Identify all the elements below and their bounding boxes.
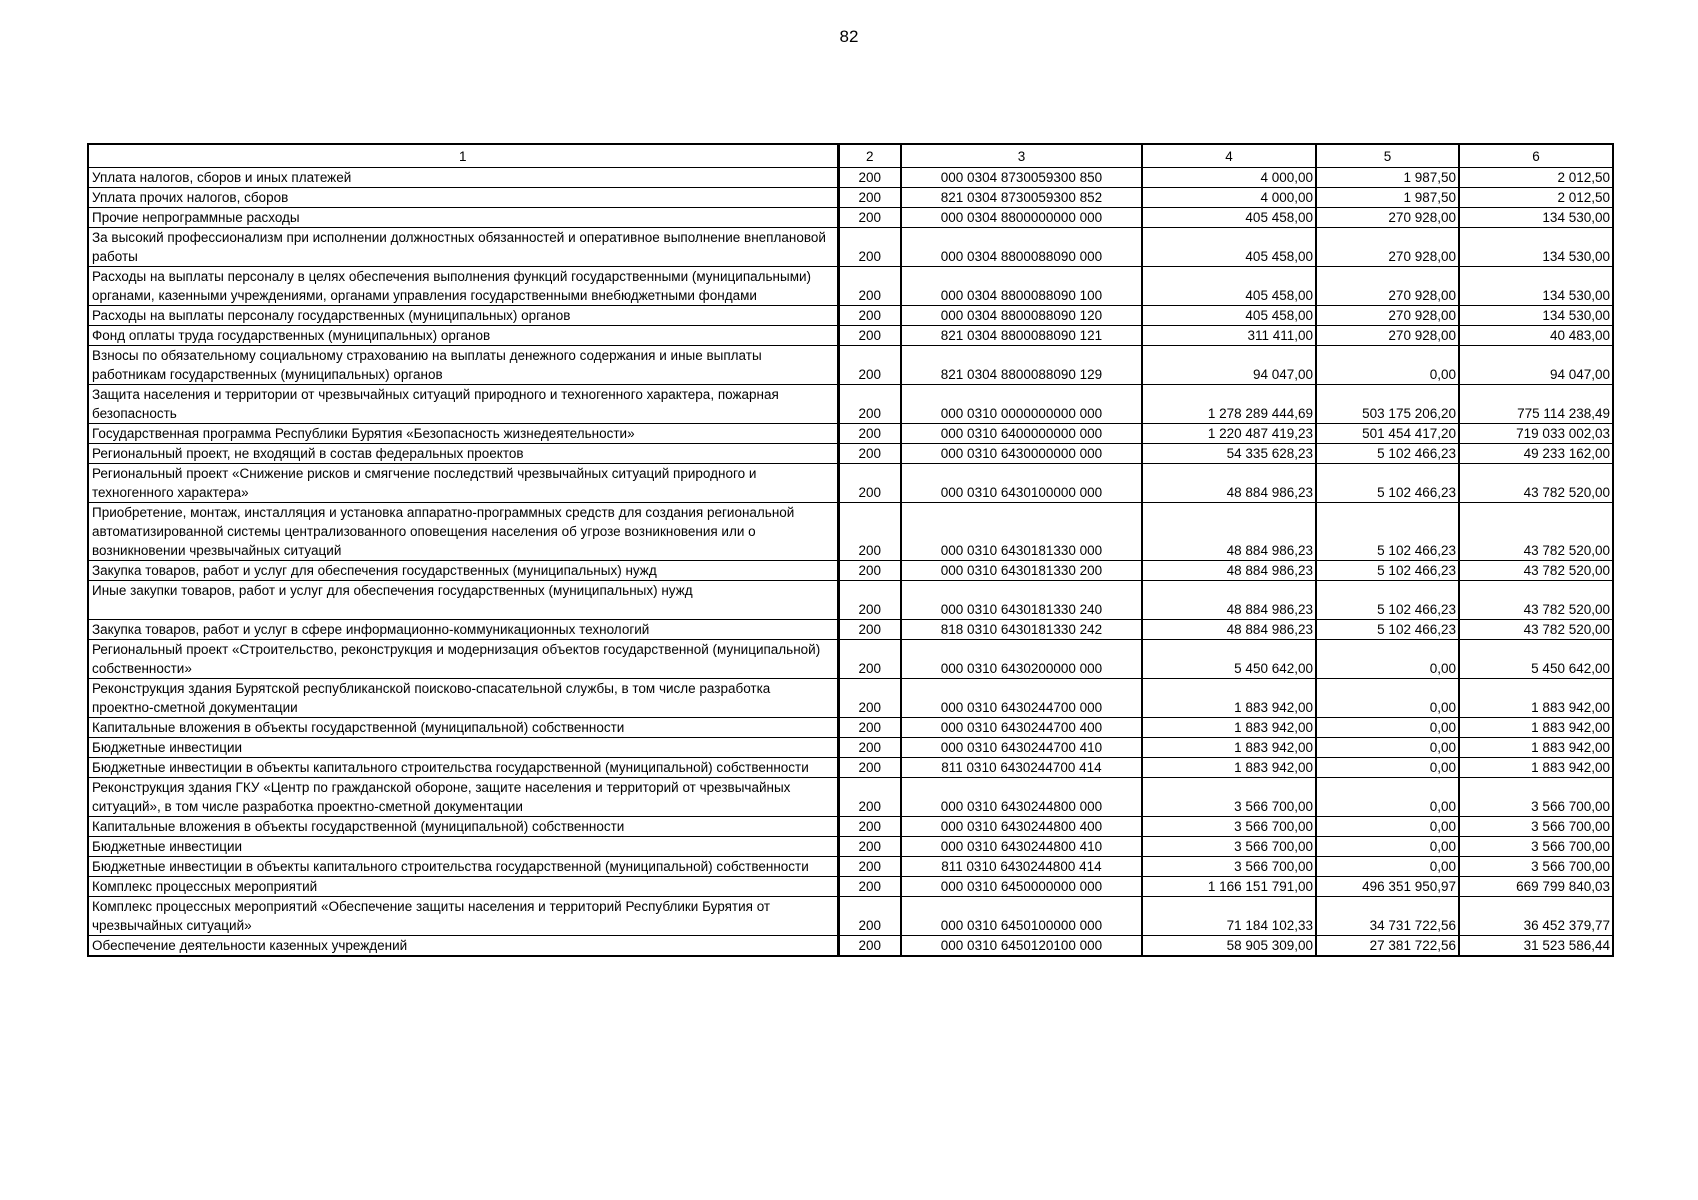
row-value-4-cell: 1 166 151 791,00 — [1142, 877, 1316, 897]
row-value-6-cell: 3 566 700,00 — [1459, 837, 1613, 857]
row-code-cell: 821 0304 8800088090 121 — [901, 326, 1142, 346]
table-row — [88, 640, 1613, 679]
row-value-5-cell: 5 102 466,23 — [1316, 503, 1459, 561]
row-value-4-cell: 405 458,00 — [1142, 267, 1316, 306]
row-value-4-cell: 58 905 309,00 — [1142, 936, 1316, 957]
row-code-cell: 000 0310 6430244700 400 — [901, 718, 1142, 738]
row-code-cell: 000 0310 6430244800 400 — [901, 817, 1142, 837]
row-year-cell: 200 — [838, 620, 901, 640]
row-code-cell: 000 0310 6430181330 240 — [901, 581, 1142, 620]
row-name-cell: Региональный проект, не входящий в состав федеральных проектов — [88, 444, 838, 464]
row-value-5-cell: 270 928,00 — [1316, 208, 1459, 228]
row-value-4-cell: 5 450 642,00 — [1142, 640, 1316, 679]
row-year-cell: 200 — [838, 738, 901, 758]
row-value-4-cell: 1 883 942,00 — [1142, 758, 1316, 778]
row-name-cell: За высокий профессионализм при исполнении должностных обязанностей и оперативное выполнение внеплановой работы — [88, 228, 838, 267]
row-name-cell: Обеспечение деятельности казенных учреждений — [88, 936, 838, 957]
row-name-cell: Закупка товаров, работ и услуг в сфере информационно-коммуникационных технологий — [88, 620, 838, 640]
table-row — [88, 837, 1613, 857]
row-year-cell: 200 — [838, 464, 901, 503]
row-name-cell: Капитальные вложения в объекты государственной (муниципальной) собственности — [88, 817, 838, 837]
row-code-cell: 000 0310 6430181330 200 — [901, 561, 1142, 581]
table-row — [88, 228, 1613, 267]
row-value-5-cell: 0,00 — [1316, 758, 1459, 778]
row-value-6-cell: 5 450 642,00 — [1459, 640, 1613, 679]
table-row — [88, 581, 1613, 620]
table-row — [88, 267, 1613, 306]
row-value-6-cell: 1 883 942,00 — [1459, 718, 1613, 738]
row-code-cell: 000 0310 6430244800 410 — [901, 837, 1142, 857]
row-name-cell: Иные закупки товаров, работ и услуг для обеспечения государственных (муниципальных) нужд — [88, 581, 838, 620]
column-header-5: 5 — [1316, 144, 1459, 168]
row-value-6-cell: 775 114 238,49 — [1459, 385, 1613, 424]
row-name-cell: Приобретение, монтаж, инсталляция и установка аппаратно-программных средств для создания региональной автоматизированной системы централизованного оповещения населения об угрозе возникновения или о возникновении чрезвычайных ситуаций — [88, 503, 838, 561]
row-code-cell: 000 0310 6400000000 000 — [901, 424, 1142, 444]
row-code-cell: 000 0310 6430244800 000 — [901, 778, 1142, 817]
table-row — [88, 718, 1613, 738]
row-value-4-cell: 405 458,00 — [1142, 208, 1316, 228]
row-value-6-cell: 1 883 942,00 — [1459, 758, 1613, 778]
row-value-6-cell: 43 782 520,00 — [1459, 620, 1613, 640]
column-header-name: 1 — [88, 144, 838, 168]
row-year-cell: 200 — [838, 424, 901, 444]
row-value-4-cell: 1 883 942,00 — [1142, 679, 1316, 718]
row-value-5-cell: 0,00 — [1316, 817, 1459, 837]
row-value-5-cell: 503 175 206,20 — [1316, 385, 1459, 424]
row-value-6-cell: 134 530,00 — [1459, 208, 1613, 228]
row-code-cell: 821 0304 8800088090 129 — [901, 346, 1142, 385]
row-year-cell: 200 — [838, 385, 901, 424]
row-value-6-cell: 43 782 520,00 — [1459, 561, 1613, 581]
row-name-cell: Расходы на выплаты персоналу государственных (муниципальных) органов — [88, 306, 838, 326]
table-row — [88, 306, 1613, 326]
row-year-cell: 200 — [838, 897, 901, 936]
table-row — [88, 464, 1613, 503]
row-year-cell: 200 — [838, 857, 901, 877]
table-row — [88, 778, 1613, 817]
table-row — [88, 817, 1613, 837]
row-year-cell: 200 — [838, 936, 901, 957]
row-value-6-cell: 669 799 840,03 — [1459, 877, 1613, 897]
row-year-cell: 200 — [838, 581, 901, 620]
row-value-4-cell: 405 458,00 — [1142, 306, 1316, 326]
row-code-cell: 000 0304 8800088090 120 — [901, 306, 1142, 326]
row-year-cell: 200 — [838, 778, 901, 817]
row-name-cell: Бюджетные инвестиции в объекты капитального строительства государственной (муниципальной) собственности — [88, 758, 838, 778]
row-value-6-cell: 43 782 520,00 — [1459, 503, 1613, 561]
row-value-5-cell: 5 102 466,23 — [1316, 444, 1459, 464]
row-year-cell: 200 — [838, 208, 901, 228]
row-value-6-cell: 43 782 520,00 — [1459, 581, 1613, 620]
row-value-4-cell: 48 884 986,23 — [1142, 464, 1316, 503]
row-year-cell: 200 — [838, 640, 901, 679]
table-row — [88, 503, 1613, 561]
row-code-cell: 000 0304 8800088090 100 — [901, 267, 1142, 306]
row-value-5-cell: 0,00 — [1316, 837, 1459, 857]
row-value-4-cell: 94 047,00 — [1142, 346, 1316, 385]
table-row — [88, 424, 1613, 444]
table-row — [88, 385, 1613, 424]
row-code-cell: 000 0310 6450100000 000 — [901, 897, 1142, 936]
table-row — [88, 877, 1613, 897]
row-name-cell: Реконструкция здания ГКУ «Центр по гражданской обороне, защите населения и территорий от чрезвычайных ситуаций», в том числе разработка проектно-сметной документации — [88, 778, 838, 817]
row-code-cell: 000 0310 6430181330 000 — [901, 503, 1142, 561]
row-code-cell: 000 0310 6430100000 000 — [901, 464, 1142, 503]
row-year-cell: 200 — [838, 877, 901, 897]
row-name-cell: Капитальные вложения в объекты государственной (муниципальной) собственности — [88, 718, 838, 738]
row-value-4-cell: 3 566 700,00 — [1142, 837, 1316, 857]
row-value-4-cell: 1 883 942,00 — [1142, 718, 1316, 738]
row-value-4-cell: 1 220 487 419,23 — [1142, 424, 1316, 444]
row-value-5-cell: 0,00 — [1316, 640, 1459, 679]
row-value-6-cell: 134 530,00 — [1459, 306, 1613, 326]
budget-table — [87, 143, 1614, 957]
row-value-6-cell: 1 883 942,00 — [1459, 738, 1613, 758]
row-code-cell: 000 0310 6450000000 000 — [901, 877, 1142, 897]
row-name-cell: Закупка товаров, работ и услуг для обеспечения государственных (муниципальных) нужд — [88, 561, 838, 581]
table-body — [88, 168, 1613, 957]
table-row — [88, 346, 1613, 385]
row-name-cell: Региональный проект «Строительство, реконструкция и модернизация объектов государственной (муниципальной) собственности» — [88, 640, 838, 679]
row-value-5-cell: 5 102 466,23 — [1316, 561, 1459, 581]
row-value-5-cell: 1 987,50 — [1316, 168, 1459, 188]
row-value-4-cell: 48 884 986,23 — [1142, 503, 1316, 561]
table-row — [88, 444, 1613, 464]
row-value-5-cell: 270 928,00 — [1316, 326, 1459, 346]
row-value-5-cell: 0,00 — [1316, 718, 1459, 738]
row-year-cell: 200 — [838, 503, 901, 561]
row-value-6-cell: 719 033 002,03 — [1459, 424, 1613, 444]
row-code-cell: 821 0304 8730059300 852 — [901, 188, 1142, 208]
row-value-5-cell: 27 381 722,56 — [1316, 936, 1459, 957]
page-number: 82 — [839, 27, 859, 46]
table-header-row — [88, 144, 1613, 168]
row-value-5-cell: 34 731 722,56 — [1316, 897, 1459, 936]
row-value-5-cell: 0,00 — [1316, 679, 1459, 718]
row-name-cell: Бюджетные инвестиции в объекты капитального строительства государственной (муниципальной) собственности — [88, 857, 838, 877]
row-value-6-cell: 40 483,00 — [1459, 326, 1613, 346]
row-name-cell: Уплата прочих налогов, сборов — [88, 188, 838, 208]
row-year-cell: 200 — [838, 718, 901, 738]
row-code-cell: 811 0310 6430244700 414 — [901, 758, 1142, 778]
row-year-cell: 200 — [838, 817, 901, 837]
table-row — [88, 679, 1613, 718]
row-value-6-cell: 94 047,00 — [1459, 346, 1613, 385]
row-value-4-cell: 48 884 986,23 — [1142, 581, 1316, 620]
row-year-cell: 200 — [838, 188, 901, 208]
column-header-6: 6 — [1459, 144, 1613, 168]
row-year-cell: 200 — [838, 326, 901, 346]
row-code-cell: 000 0310 6430200000 000 — [901, 640, 1142, 679]
table-row — [88, 758, 1613, 778]
row-value-4-cell: 311 411,00 — [1142, 326, 1316, 346]
row-value-5-cell: 270 928,00 — [1316, 267, 1459, 306]
column-header-4: 4 — [1142, 144, 1316, 168]
row-year-cell: 200 — [838, 679, 901, 718]
row-code-cell: 000 0310 6430000000 000 — [901, 444, 1142, 464]
table-row — [88, 738, 1613, 758]
row-name-cell: Фонд оплаты труда государственных (муниципальных) органов — [88, 326, 838, 346]
row-code-cell: 000 0304 8730059300 850 — [901, 168, 1142, 188]
row-value-5-cell: 0,00 — [1316, 346, 1459, 385]
row-value-6-cell: 134 530,00 — [1459, 228, 1613, 267]
row-code-cell: 000 0310 0000000000 000 — [901, 385, 1142, 424]
row-value-6-cell: 43 782 520,00 — [1459, 464, 1613, 503]
row-value-4-cell: 54 335 628,23 — [1142, 444, 1316, 464]
row-code-cell: 818 0310 6430181330 242 — [901, 620, 1142, 640]
row-value-6-cell: 2 012,50 — [1459, 168, 1613, 188]
column-header-year: 2 — [838, 144, 901, 168]
row-value-4-cell: 3 566 700,00 — [1142, 778, 1316, 817]
row-value-5-cell: 5 102 466,23 — [1316, 464, 1459, 503]
row-value-6-cell: 3 566 700,00 — [1459, 778, 1613, 817]
row-value-4-cell: 3 566 700,00 — [1142, 857, 1316, 877]
row-name-cell: Комплекс процессных мероприятий «Обеспечение защиты населения и территорий Республики Бурятия от чрезвычайных ситуаций» — [88, 897, 838, 936]
row-value-5-cell: 0,00 — [1316, 738, 1459, 758]
row-name-cell: Бюджетные инвестиции — [88, 738, 838, 758]
table-row — [88, 561, 1613, 581]
table-row — [88, 620, 1613, 640]
row-value-5-cell: 501 454 417,20 — [1316, 424, 1459, 444]
row-name-cell: Расходы на выплаты персоналу в целях обеспечения выполнения функций государственными (муниципальными) органами, казенными учреждениями, органами управления государственными внебюджетными фондами — [88, 267, 838, 306]
row-value-6-cell: 36 452 379,77 — [1459, 897, 1613, 936]
column-header-code: 3 — [901, 144, 1142, 168]
row-value-6-cell: 31 523 586,44 — [1459, 936, 1613, 957]
row-value-4-cell: 1 883 942,00 — [1142, 738, 1316, 758]
row-value-5-cell: 5 102 466,23 — [1316, 620, 1459, 640]
row-code-cell: 000 0310 6430244700 000 — [901, 679, 1142, 718]
row-year-cell: 200 — [838, 561, 901, 581]
row-name-cell: Государственная программа Республики Бурятия «Безопасность жизнедеятельности» — [88, 424, 838, 444]
row-code-cell: 000 0304 8800000000 000 — [901, 208, 1142, 228]
table-row — [88, 936, 1613, 957]
row-name-cell: Реконструкция здания Бурятской республиканской поисково-спасательной службы, в том числе разработка проектно-сметной документации — [88, 679, 838, 718]
table-row — [88, 168, 1613, 188]
row-code-cell: 811 0310 6430244800 414 — [901, 857, 1142, 877]
row-year-cell: 200 — [838, 837, 901, 857]
row-value-6-cell: 134 530,00 — [1459, 267, 1613, 306]
table-row — [88, 857, 1613, 877]
table-row — [88, 326, 1613, 346]
row-year-cell: 200 — [838, 168, 901, 188]
row-year-cell: 200 — [838, 267, 901, 306]
row-value-4-cell: 48 884 986,23 — [1142, 561, 1316, 581]
row-name-cell: Уплата налогов, сборов и иных платежей — [88, 168, 838, 188]
row-value-6-cell: 49 233 162,00 — [1459, 444, 1613, 464]
row-year-cell: 200 — [838, 758, 901, 778]
row-name-cell: Прочие непрограммные расходы — [88, 208, 838, 228]
row-year-cell: 200 — [838, 346, 901, 385]
row-value-4-cell: 71 184 102,33 — [1142, 897, 1316, 936]
table-row — [88, 208, 1613, 228]
row-year-cell: 200 — [838, 306, 901, 326]
row-value-6-cell: 3 566 700,00 — [1459, 817, 1613, 837]
row-value-6-cell: 2 012,50 — [1459, 188, 1613, 208]
row-value-5-cell: 0,00 — [1316, 857, 1459, 877]
row-code-cell: 000 0304 8800088090 000 — [901, 228, 1142, 267]
row-value-5-cell: 1 987,50 — [1316, 188, 1459, 208]
row-year-cell: 200 — [838, 444, 901, 464]
row-code-cell: 000 0310 6450120100 000 — [901, 936, 1142, 957]
row-name-cell: Бюджетные инвестиции — [88, 837, 838, 857]
row-value-4-cell: 48 884 986,23 — [1142, 620, 1316, 640]
table-row — [88, 188, 1613, 208]
row-value-5-cell: 5 102 466,23 — [1316, 581, 1459, 620]
row-name-cell: Защита населения и территории от чрезвычайных ситуаций природного и техногенного характера, пожарная безопасность — [88, 385, 838, 424]
row-value-5-cell: 496 351 950,97 — [1316, 877, 1459, 897]
row-value-5-cell: 270 928,00 — [1316, 228, 1459, 267]
row-name-cell: Региональный проект «Снижение рисков и смягчение последствий чрезвычайных ситуаций природного и техногенного характера» — [88, 464, 838, 503]
row-value-4-cell: 4 000,00 — [1142, 168, 1316, 188]
row-value-4-cell: 3 566 700,00 — [1142, 817, 1316, 837]
row-name-cell: Взносы по обязательному социальному страхованию на выплаты денежного содержания и иные выплаты работникам государственных (муниципальных) органов — [88, 346, 838, 385]
row-name-cell: Комплекс процессных мероприятий — [88, 877, 838, 897]
row-value-6-cell: 1 883 942,00 — [1459, 679, 1613, 718]
row-value-5-cell: 0,00 — [1316, 778, 1459, 817]
row-value-4-cell: 1 278 289 444,69 — [1142, 385, 1316, 424]
row-year-cell: 200 — [838, 228, 901, 267]
row-value-6-cell: 3 566 700,00 — [1459, 857, 1613, 877]
row-value-5-cell: 270 928,00 — [1316, 306, 1459, 326]
table-row — [88, 897, 1613, 936]
row-code-cell: 000 0310 6430244700 410 — [901, 738, 1142, 758]
row-value-4-cell: 405 458,00 — [1142, 228, 1316, 267]
row-value-4-cell: 4 000,00 — [1142, 188, 1316, 208]
